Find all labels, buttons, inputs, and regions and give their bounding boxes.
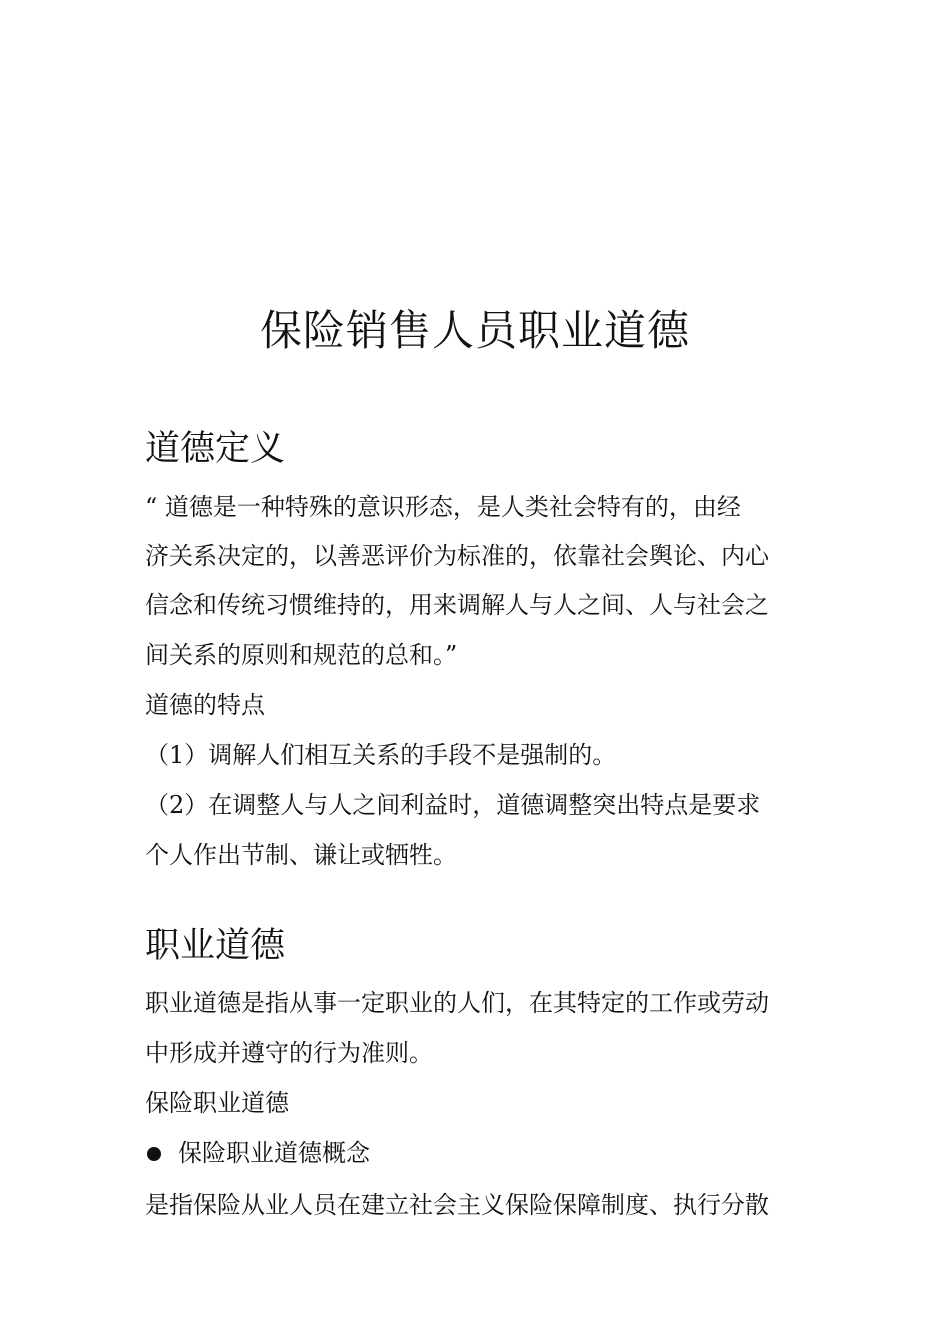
section-heading-professional-ethics: 职业道德 bbox=[145, 926, 286, 966]
features-label: 道德的特点 bbox=[145, 691, 265, 719]
bullet-dot-icon bbox=[147, 1147, 161, 1161]
feature-line-2: （2）在调整人与人之间利益时，道德调整突出特点是要求 bbox=[145, 791, 761, 819]
definition-line-2: 中形成并遵守的行为准则。 bbox=[145, 1039, 433, 1067]
feature-line-1: （1）调解人们相互关系的手段不是强制的。 bbox=[145, 741, 617, 769]
concept-line: 是指保险从业人员在建立社会主义保险保障制度、执行分散 bbox=[145, 1191, 769, 1219]
definition-line-1: 职业道德是指从事一定职业的人们，在其特定的工作或劳动 bbox=[145, 989, 769, 1017]
quote-line-1: “ 道德是一种特殊的意识形态，是人类社会特有的，由经 bbox=[145, 493, 741, 521]
quote-line-2: 济关系决定的，以善恶评价为标准的，依靠社会舆论、内心 bbox=[145, 542, 769, 570]
page-title: 保险销售人员职业道德 bbox=[259, 306, 690, 355]
quote-line-4: 间关系的原则和规范的总和。” bbox=[145, 641, 458, 669]
section-heading-moral-definition: 道德定义 bbox=[145, 429, 286, 469]
feature-line-3: 个人作出节制、谦让或牺牲。 bbox=[145, 841, 457, 869]
quote-line-3: 信念和传统习惯维持的，用来调解人与人之间、人与社会之 bbox=[145, 591, 769, 619]
sub-label: 保险职业道德 bbox=[145, 1089, 289, 1117]
bullet-item: 保险职业道德概念 bbox=[178, 1139, 370, 1167]
